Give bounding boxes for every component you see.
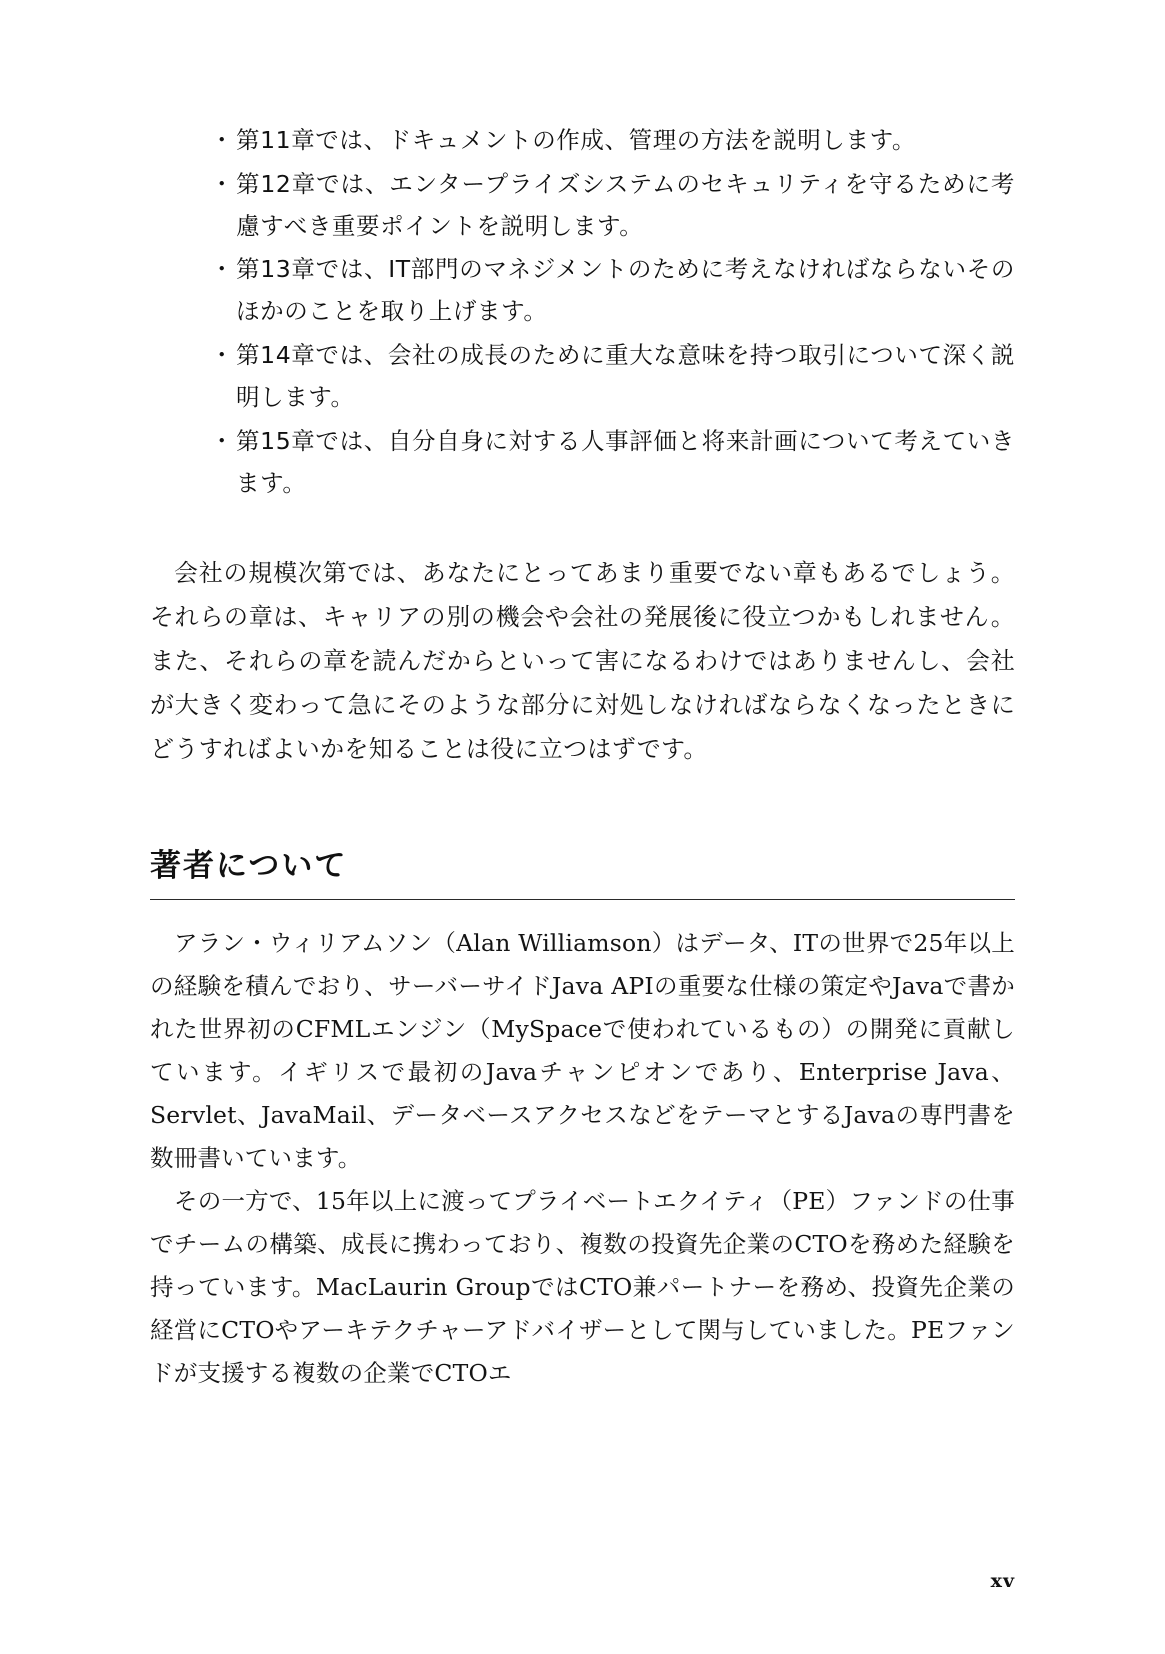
- intro-paragraph: 会社の規模次第では、あなたにとってあまり重要でない章もあるでしょう。それらの章は、キャリアの別の機会や会社の発展後に役立つかもしれません。また、それらの章を読んだからといって害になるわけではありませんし、会社が大きく変わって急にそのような部分に対処しなければならなくなったときにどうすればよいかを知ることは役に立つはずです。: [150, 559, 1015, 764]
- chapter-bullet-list: [210, 120, 1015, 504]
- list-item: [210, 249, 1015, 333]
- section-divider: [150, 899, 1015, 900]
- section-heading-about-the-author: 著者について: [150, 847, 348, 884]
- list-item-text: 第13章では、IT部門のマネジメントのために考えなければならないそのほかのことを取り上げます。: [236, 255, 1015, 326]
- list-item-text: 第14章では、会社の成長のために重大な意味を持つ取引について深く説明します。: [236, 341, 1015, 411]
- list-item-text: 第12章では、エンタープライズシステムのセキュリティを守るために考慮すべき重要ポイントを説明します。: [236, 169, 1015, 240]
- list-item: [210, 164, 1015, 248]
- author-paragraph-1: アラン・ウィリアムソン（Alan Williamson）はデータ、ITの世界で25年以上の経験を積んでおり、サーバーサイドJava APIの重要な仕様の策定やJavaで書かれた世界初のCFMLエンジン（MySpaceで使われているもの）の開発に貢献しています。イギリスで最初のJavaチャンピオンであり、Enterprise Java、Servlet、JavaMail、データベースアクセスなどをテーマとするJavaの専門書を数冊書いています。: [150, 928, 1015, 1172]
- bullet-marker-icon: ・: [210, 169, 235, 198]
- bullet-marker-icon: ・: [210, 341, 235, 370]
- bullet-marker-icon: ・: [210, 126, 235, 154]
- bullet-marker-icon: ・: [210, 255, 235, 284]
- list-item-text: 第11章では、ドキュメントの作成、管理の方法を説明します。: [236, 126, 916, 154]
- list-item: [210, 421, 1015, 505]
- page-number: xv: [990, 1570, 1015, 1592]
- list-item: [210, 335, 1015, 419]
- bullet-marker-icon: ・: [210, 426, 235, 455]
- spacer: [150, 506, 1015, 552]
- list-item: [210, 120, 1015, 162]
- author-paragraph-2: その一方で、15年以上に渡ってプライベートエクイティ（PE）ファンドの仕事でチームの構築、成長に携わっており、複数の投資先企業のCTOを務めた経験を持っています。MacLaurin GroupではCTO兼パートナーを務め、投資先企業の経営にCTOやアーキテクチャーアドバイザーとして関与していました。PEファンドが支援する複数の企業でCTOエ: [150, 1186, 1015, 1387]
- list-item-text: 第15章では、自分自身に対する人事評価と将来計画について考えていきます。: [236, 426, 1015, 497]
